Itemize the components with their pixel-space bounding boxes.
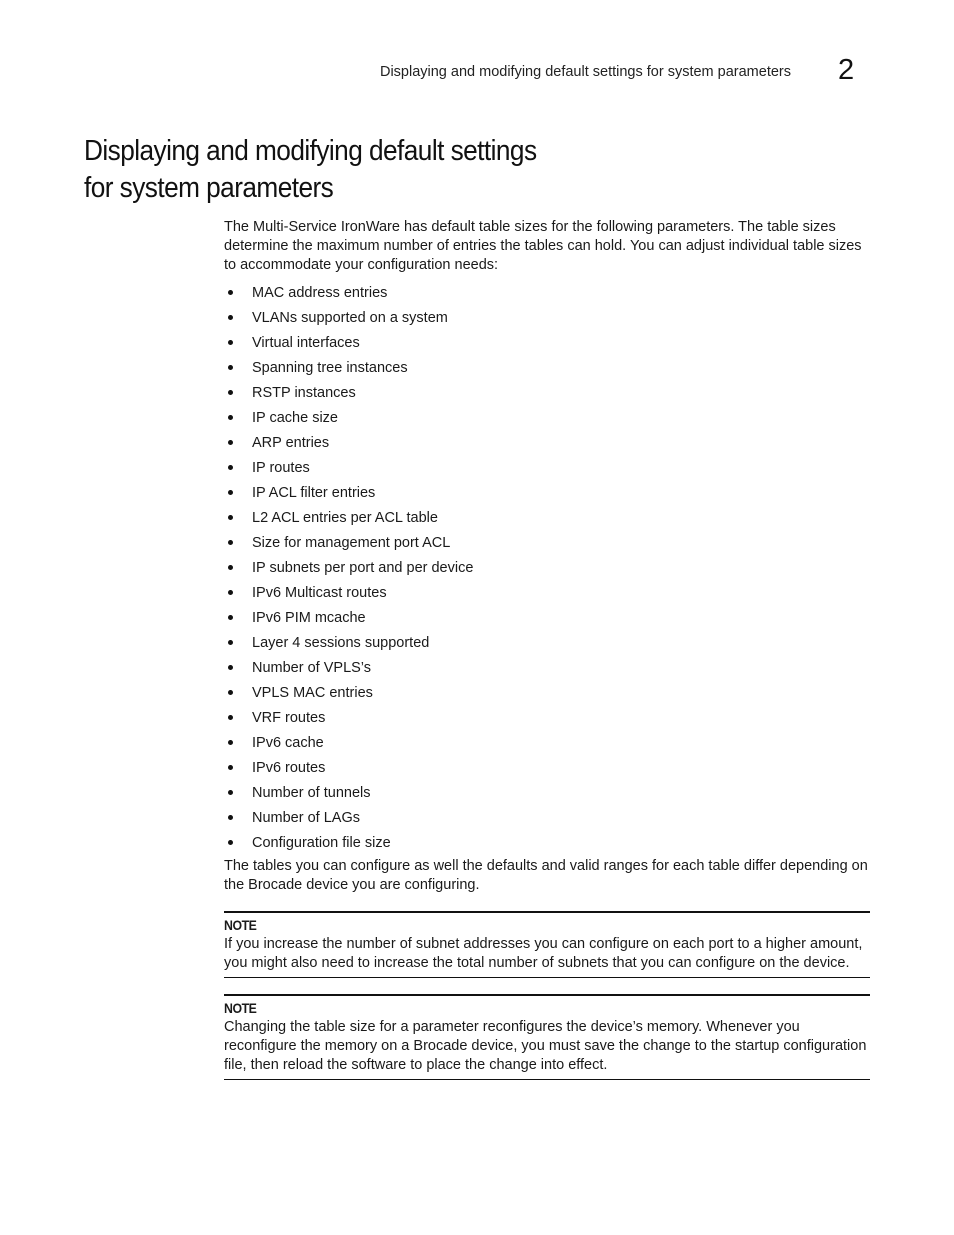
- list-item: [224, 534, 870, 559]
- bullet-icon: [228, 340, 233, 345]
- list-item: [224, 484, 870, 509]
- bullet-icon: [228, 740, 233, 745]
- bullet-icon: [228, 390, 233, 395]
- list-item: [224, 409, 870, 434]
- list-item: [224, 309, 870, 334]
- chapter-number: 2: [838, 54, 855, 86]
- list-item-text: VRF routes: [252, 710, 326, 726]
- list-item: [224, 634, 870, 659]
- list-item-text: Number of VPLS’s: [252, 660, 372, 676]
- list-item-text: Configuration file size: [252, 835, 391, 851]
- list-item-text: IPv6 cache: [252, 735, 324, 751]
- bullet-icon: [228, 490, 233, 495]
- section-title-line-2: for system parameters: [84, 172, 334, 204]
- bullet-icon: [228, 815, 233, 820]
- list-item: [224, 609, 870, 634]
- list-item-text: IPv6 PIM mcache: [252, 610, 366, 626]
- list-item: [224, 384, 870, 409]
- bullet-icon: [228, 515, 233, 520]
- list-item: [224, 709, 870, 734]
- bullet-icon: [228, 640, 233, 645]
- list-item: [224, 759, 870, 784]
- note-label: NOTE: [224, 1000, 257, 1016]
- list-item-text: Size for management port ACL: [252, 535, 451, 551]
- bullet-icon: [228, 415, 233, 420]
- list-item-text: VPLS MAC entries: [252, 685, 373, 701]
- note-box: [224, 994, 870, 1080]
- note-text: Changing the table size for a parameter reconfigures the device’s memory. Whenever you reconfigure the memory on a Brocade device, you must save the change to the startup configuration file, then reload the software to place the change into effect.: [224, 1019, 867, 1073]
- list-item-text: L2 ACL entries per ACL table: [252, 510, 438, 526]
- list-item: [224, 359, 870, 384]
- body-content: [224, 218, 870, 1080]
- list-item-text: Layer 4 sessions supported: [252, 635, 430, 651]
- parameter-list: [224, 284, 870, 859]
- list-item: [224, 434, 870, 459]
- list-item-text: IP cache size: [252, 410, 338, 426]
- list-item: [224, 559, 870, 584]
- bullet-icon: [228, 590, 233, 595]
- bullet-icon: [228, 465, 233, 470]
- list-item-text: IP routes: [252, 460, 310, 476]
- section-title-line-1: Displaying and modifying default settings: [84, 135, 537, 167]
- list-item: [224, 459, 870, 484]
- list-item-text: ARP entries: [252, 435, 330, 451]
- list-item: [224, 659, 870, 684]
- list-item-text: Spanning tree instances: [252, 360, 408, 376]
- list-item-text: VLANs supported on a system: [252, 310, 448, 326]
- list-item-text: IP subnets per port and per device: [252, 560, 474, 576]
- list-item: [224, 284, 870, 309]
- bullet-icon: [228, 765, 233, 770]
- list-item: [224, 734, 870, 759]
- closing-paragraph: The tables you can configure as well the defaults and valid ranges for each table differ depending on the Brocade device you are configuring.: [224, 858, 868, 893]
- list-item: [224, 784, 870, 809]
- bullet-icon: [228, 690, 233, 695]
- bullet-icon: [228, 565, 233, 570]
- list-item-text: IP ACL filter entries: [252, 485, 376, 501]
- bullet-icon: [228, 790, 233, 795]
- note-label: NOTE: [224, 917, 257, 933]
- bullet-icon: [228, 840, 233, 845]
- bullet-icon: [228, 365, 233, 370]
- list-item-text: IPv6 Multicast routes: [252, 585, 387, 601]
- list-item: [224, 584, 870, 609]
- bullet-icon: [228, 615, 233, 620]
- bullet-icon: [228, 715, 233, 720]
- bullet-icon: [228, 440, 233, 445]
- list-item: [224, 684, 870, 709]
- list-item-text: IPv6 routes: [252, 760, 326, 776]
- note-text: If you increase the number of subnet addresses you can configure on each port to a higher amount, you might also need to increase the total number of subnets that you can configure on the device.: [224, 936, 863, 971]
- bullet-icon: [228, 315, 233, 320]
- list-item: [224, 809, 870, 834]
- list-item-text: RSTP instances: [252, 385, 356, 401]
- section-title: [84, 133, 581, 207]
- list-item: [224, 834, 870, 859]
- note-box: [224, 911, 870, 978]
- list-item-text: Number of LAGs: [252, 810, 360, 826]
- list-item: [224, 509, 870, 534]
- list-item-text: MAC address entries: [252, 285, 388, 301]
- bullet-icon: [228, 540, 233, 545]
- running-header: Displaying and modifying default settings for system parameters: [379, 64, 791, 80]
- list-item-text: Virtual interfaces: [252, 335, 360, 351]
- list-item-text: Number of tunnels: [252, 785, 371, 801]
- bullet-icon: [228, 290, 233, 295]
- intro-paragraph: The Multi-Service IronWare has default table sizes for the following parameters. The table sizes determine the maximum number of entries the tables can hold. You can adjust individual table sizes to accommodate your configuration needs:: [224, 219, 862, 273]
- bullet-icon: [228, 665, 233, 670]
- list-item: [224, 334, 870, 359]
